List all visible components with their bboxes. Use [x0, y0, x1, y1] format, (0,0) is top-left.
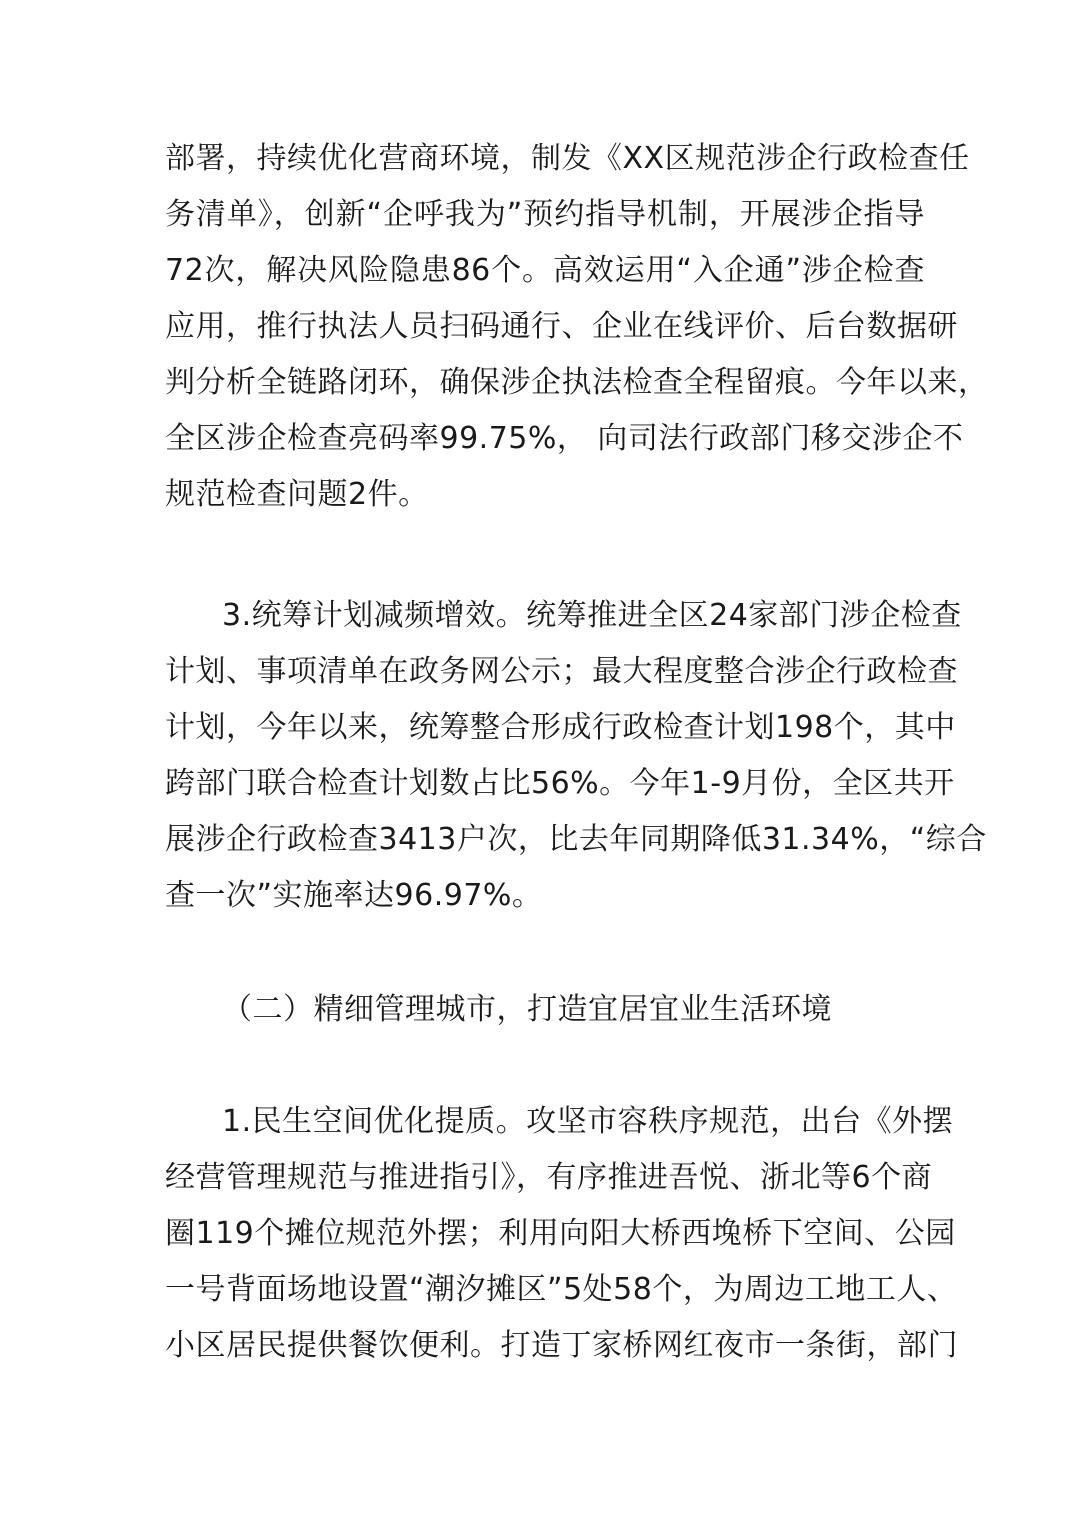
paragraph-line: 务清单》，创新“企呼我为”预约指导机制，开展涉企指导: [165, 197, 925, 232]
item-1-line: 圈119个摊位规范外摆；利用向阳大桥西堍桥下空间、公园: [165, 1216, 956, 1251]
item-1-line: 1.民生空间优化提质。攻坚市容秩序规范，出台《外摆: [222, 1104, 954, 1139]
item-3-line: 计划，今年以来，统筹整合形成行政检查计划198个，其中: [165, 710, 956, 745]
paragraph-line: 部署，持续优化营商环境，制发《XX区规范涉企行政检查任: [165, 141, 970, 176]
paragraph-line: 应用，推行执法人员扫码通行、企业在线评价、后台数据研: [165, 309, 958, 344]
item-1-line: 经营管理规范与推进指引》，有序推进吾悦、浙北等6个商: [165, 1160, 933, 1195]
paragraph-line: 全区涉企检查亮码率99.75%， 向司法行政部门移交涉企不: [165, 421, 964, 456]
item-1-line: 小区居民提供餐饮便利。打造丁家桥网红夜市一条街，部门: [165, 1328, 958, 1363]
section-heading: （二）精细管理城市，打造宜居宜业生活环境: [222, 992, 832, 1027]
paragraph-line: 判分析全链路闭环，确保涉企执法检查全程留痕。今年以来，: [165, 365, 989, 400]
item-1-line: 一号背面场地设置“潮汐摊区”5处58个，为周边工地工人、: [165, 1272, 958, 1307]
item-3-line-last: 查一次”实施率达96.97%。: [165, 878, 543, 913]
paragraph-line-last: 规范检查问题2件。: [165, 477, 429, 512]
item-3-line: 计划、事项清单在政务网公示；最大程度整合涉企行政检查: [165, 654, 958, 689]
paragraph-line: 72次，解决风险隐患86个。高效运用“入企通”涉企检查: [165, 253, 925, 288]
item-3-line: 展涉企行政检查3413户次，比去年同期降低31.34%，“综合: [165, 822, 987, 857]
item-3-line: 3.统筹计划减频增效。统筹推进全区24家部门涉企检查: [222, 598, 962, 633]
item-3-line: 跨部门联合检查计划数占比56%。今年1-9月份，全区共开: [165, 766, 955, 801]
